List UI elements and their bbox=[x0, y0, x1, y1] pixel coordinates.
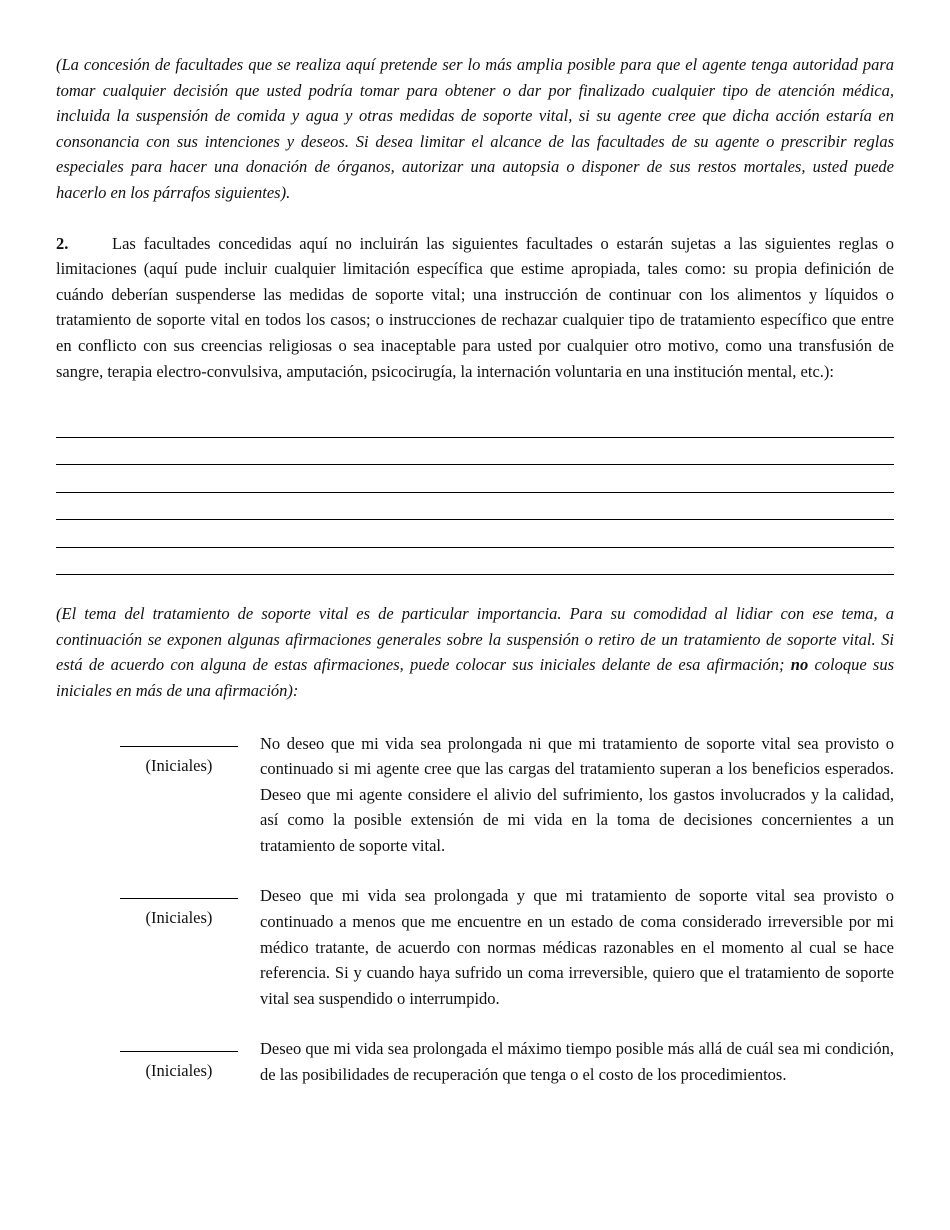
life-support-option-3 bbox=[56, 1036, 894, 1088]
blank-line[interactable] bbox=[56, 548, 894, 576]
life-note-emphasis: no bbox=[790, 655, 809, 675]
life-note-before: (El tema del tratamiento de soporte vital es de particular importancia. Para su comodidad al lidiar con ese tema, a continuación se exponen algunas afirmaciones generales sobre la suspensión o retiro de un tratamiento de soporte vital. Si está de acuerdo con alguna de estas afirmaciones, puede colocar sus iniciales delante de esa afirmación; bbox=[56, 604, 894, 675]
option-text: Deseo que mi vida sea prolongada el máximo tiempo posible más allá de cuál sea mi condición, de las posibilidades de recuperación que tenga o el costo de los procedimientos. bbox=[260, 1039, 894, 1085]
blank-line[interactable] bbox=[56, 465, 894, 493]
document-page bbox=[56, 52, 894, 1113]
life-note-after: coloque sus iniciales en más de una afirmación): bbox=[56, 655, 895, 700]
intro-note: (La concesión de facultades que se realiza aquí pretende ser lo más amplia posible para que el agente tenga autoridad para tomar cualquier decisión que usted podría tomar para obtener o dar por finalizado cualquier tipo de atención médica, incluida la suspensión de comida y agua y otras medidas de soporte vital, si su agente cree que dicha acción estaría en consonancia con sus intenciones y deseos. Si desea limitar el alcance de las facultades de su agente o prescribir reglas especiales para hacer una donación de órganos, autorizar una autopsia o disponer de sus restos mortales, usted puede hacerlo en los párrafos siguientes). bbox=[56, 55, 894, 202]
life-support-option-1 bbox=[56, 731, 894, 859]
option-text: Deseo que mi vida sea prolongada y que mi tratamiento de soporte vital sea provisto o continuado a menos que me encuentre en un estado de coma considerado irreversible por mi médico tratante, de acuerdo con normas médicas razonables en el momento al cual se hace referencia. Si y cuando haya sufrido un coma irreversible, quiero que el tratamiento de soporte vital sea suspendido o interrumpido. bbox=[260, 886, 894, 1008]
blank-line[interactable] bbox=[56, 520, 894, 548]
blank-line[interactable] bbox=[56, 493, 894, 521]
initials-line[interactable] bbox=[120, 883, 238, 899]
life-support-note bbox=[56, 601, 894, 703]
initials-line[interactable] bbox=[120, 731, 238, 747]
initials-line[interactable] bbox=[120, 1036, 238, 1052]
limitations-blank-lines bbox=[56, 410, 894, 575]
section-2-text: Las facultades concedidas aquí no incluirán las siguientes facultades o estarán sujetas a las siguientes reglas o limitaciones (aquí pude incluir cualquier limitación específica que estime apropiada, tales como: su propia definición de cuándo deberían suspenderse las medidas de soporte vital; una instrucción de continuar con los alimentos y líquidos o tratamiento de soporte vital en todos los casos; o instrucciones de rechazar cualquier tipo de tratamiento específico que entre en conflicto con sus creencias religiosas o sea inaceptable para usted por cualquier otro motivo, como una transfusión de sangre, terapia electro-convulsiva, amputación, psicocirugía, la internación voluntaria en una institución mental, etc.): bbox=[56, 233, 894, 381]
initials-label: (Iniciales) bbox=[145, 755, 213, 775]
initials-block bbox=[120, 883, 238, 931]
initials-block bbox=[120, 731, 238, 779]
initials-label: (Iniciales) bbox=[145, 1061, 213, 1081]
section-2-number: 2. bbox=[56, 233, 69, 253]
blank-line[interactable] bbox=[56, 410, 894, 438]
life-support-option-2 bbox=[56, 883, 894, 1011]
option-text: No deseo que mi vida sea prolongada ni que mi tratamiento de soporte vital sea provisto o continuado si mi agente cree que las cargas del tratamiento superan a los beneficios esperados. Deseo que mi agente considere el alivio del sufrimiento, los gastos involucrados y la calidad, así como la posible extensión de mi vida en la toma de decisiones concernientes a un tratamiento de soporte vital. bbox=[260, 733, 894, 855]
initials-block bbox=[120, 1036, 238, 1084]
blank-line[interactable] bbox=[56, 438, 894, 466]
initials-label: (Iniciales) bbox=[145, 908, 213, 928]
section-2-paragraph bbox=[56, 231, 894, 385]
